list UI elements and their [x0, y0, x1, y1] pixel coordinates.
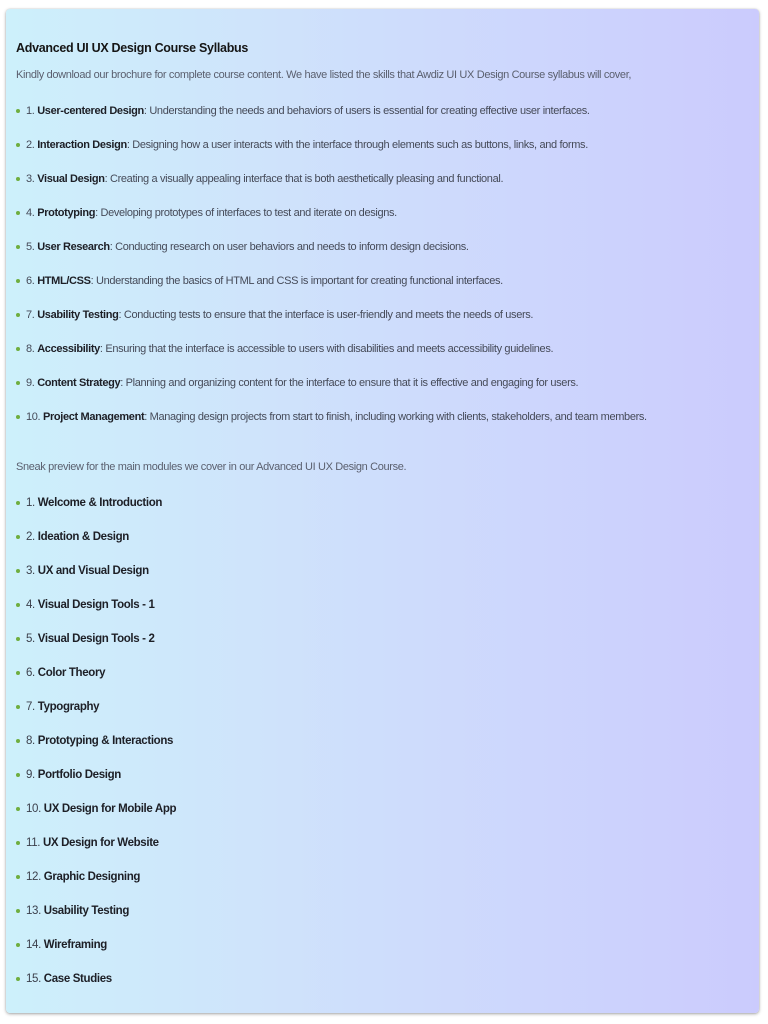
bullet-dot-icon	[16, 347, 20, 351]
syllabus-card	[6, 9, 759, 1013]
skill-description: : Understanding the needs and behaviors of users is essential for creating effective user interfaces.	[143, 105, 590, 117]
module-number: 8.	[26, 735, 35, 747]
module-number: 9.	[26, 769, 35, 781]
bullet-dot-icon	[16, 977, 20, 981]
skill-description: : Planning and organizing content for the interface to ensure that it is effective and engaging for users.	[120, 377, 579, 389]
module-number: 3.	[26, 565, 35, 577]
skill-name: Usability Testing	[37, 309, 119, 321]
skill-number: 5.	[26, 241, 35, 253]
preview-text: Sneak preview for the main modules we cover in our Advanced UI UX Design Course.	[16, 461, 407, 473]
module-number: 5.	[26, 633, 35, 645]
bullet-dot-icon	[16, 313, 20, 317]
module-name: Prototyping & Interactions	[37, 735, 174, 747]
skill-item	[16, 274, 751, 308]
modules-list	[16, 496, 751, 1006]
bullet-dot-icon	[16, 943, 20, 947]
module-name: Wireframing	[43, 939, 107, 951]
bullet-dot-icon	[16, 245, 20, 249]
skill-description: : Designing how a user interacts with the interface through elements such as buttons, links, and forms.	[126, 139, 588, 151]
bullet-dot-icon	[16, 773, 20, 777]
module-name: Visual Design Tools - 2	[37, 633, 155, 645]
module-item	[16, 598, 751, 632]
skill-number: 7.	[26, 309, 35, 321]
skill-description: : Conducting tests to ensure that the interface is user-friendly and meets the needs of users.	[118, 309, 534, 321]
module-name: Portfolio Design	[37, 769, 121, 781]
skill-name: Project Management	[42, 411, 145, 423]
module-item	[16, 870, 751, 904]
module-name: Graphic Designing	[43, 871, 141, 883]
module-number: 2.	[26, 531, 35, 543]
module-item	[16, 496, 751, 530]
module-item	[16, 972, 751, 1006]
module-name: Welcome & Introduction	[37, 497, 163, 509]
module-name: Typography	[37, 701, 100, 713]
skill-number: 2.	[26, 139, 35, 151]
skill-item	[16, 206, 751, 240]
module-item	[16, 802, 751, 836]
bullet-dot-icon	[16, 177, 20, 181]
skill-name: Content Strategy	[37, 377, 121, 389]
bullet-dot-icon	[16, 381, 20, 385]
module-number: 12.	[26, 871, 41, 883]
module-name: Color Theory	[37, 667, 106, 679]
skill-item	[16, 172, 751, 206]
skills-list	[16, 104, 751, 444]
module-number: 4.	[26, 599, 35, 611]
bullet-dot-icon	[16, 501, 20, 505]
bullet-dot-icon	[16, 909, 20, 913]
skill-description: : Conducting research on user behaviors and needs to inform design decisions.	[109, 241, 469, 253]
skill-item	[16, 376, 751, 410]
bullet-dot-icon	[16, 603, 20, 607]
module-item	[16, 904, 751, 938]
module-number: 11.	[26, 837, 41, 849]
module-name: UX Design for Mobile App	[43, 803, 177, 815]
module-item	[16, 632, 751, 666]
module-name: Ideation & Design	[37, 531, 129, 543]
module-number: 15.	[26, 973, 41, 985]
bullet-dot-icon	[16, 109, 20, 113]
bullet-dot-icon	[16, 637, 20, 641]
skill-description: : Creating a visually appealing interface that is both aesthetically pleasing and functional.	[104, 173, 504, 185]
skill-number: 8.	[26, 343, 35, 355]
skill-description: : Ensuring that the interface is accessible to users with disabilities and meets accessibility guidelines.	[99, 343, 554, 355]
skill-description: : Understanding the basics of HTML and CSS is important for creating functional interfaces.	[90, 275, 503, 287]
skill-name: Interaction Design	[37, 139, 127, 151]
intro-text: Kindly download our brochure for complete course content. We have listed the skills that Awdiz UI UX Design Course syllabus will cover,	[16, 69, 632, 81]
skill-number: 4.	[26, 207, 35, 219]
skill-description: : Managing design projects from start to finish, including working with clients, stakeholders, and team members.	[144, 411, 647, 423]
skill-name: User Research	[37, 241, 110, 253]
bullet-dot-icon	[16, 671, 20, 675]
skill-number: 10.	[26, 411, 41, 423]
bullet-dot-icon	[16, 415, 20, 419]
skill-number: 6.	[26, 275, 35, 287]
section-title: Advanced UI UX Design Course Syllabus	[16, 41, 249, 55]
module-number: 1.	[26, 497, 35, 509]
module-item	[16, 836, 751, 870]
skill-item	[16, 104, 751, 138]
bullet-dot-icon	[16, 739, 20, 743]
bullet-dot-icon	[16, 841, 20, 845]
module-name: UX Design for Website	[42, 837, 159, 849]
skill-item	[16, 410, 751, 444]
module-item	[16, 734, 751, 768]
skill-item	[16, 138, 751, 172]
skill-name: Visual Design	[37, 173, 105, 185]
module-item	[16, 564, 751, 598]
skill-item	[16, 308, 751, 342]
module-number: 10.	[26, 803, 41, 815]
bullet-dot-icon	[16, 279, 20, 283]
bullet-dot-icon	[16, 569, 20, 573]
skill-name: HTML/CSS	[37, 275, 91, 287]
module-item	[16, 530, 751, 564]
skill-name: User-centered Design	[37, 105, 144, 117]
module-item	[16, 938, 751, 972]
bullet-dot-icon	[16, 705, 20, 709]
module-name: Case Studies	[43, 973, 112, 985]
module-number: 14.	[26, 939, 41, 951]
skill-number: 1.	[26, 105, 35, 117]
skill-item	[16, 240, 751, 274]
module-name: UX and Visual Design	[37, 565, 149, 577]
module-item	[16, 700, 751, 734]
module-number: 7.	[26, 701, 35, 713]
skill-description: : Developing prototypes of interfaces to test and iterate on designs.	[95, 207, 397, 219]
skill-number: 3.	[26, 173, 35, 185]
module-item	[16, 768, 751, 802]
module-name: Visual Design Tools - 1	[37, 599, 155, 611]
bullet-dot-icon	[16, 211, 20, 215]
skill-name: Accessibility	[37, 343, 100, 355]
bullet-dot-icon	[16, 875, 20, 879]
bullet-dot-icon	[16, 143, 20, 147]
module-number: 13.	[26, 905, 41, 917]
bullet-dot-icon	[16, 535, 20, 539]
skill-number: 9.	[26, 377, 35, 389]
skill-item	[16, 342, 751, 376]
bullet-dot-icon	[16, 807, 20, 811]
module-name: Usability Testing	[43, 905, 130, 917]
module-number: 6.	[26, 667, 35, 679]
skill-name: Prototyping	[37, 207, 96, 219]
module-item	[16, 666, 751, 700]
